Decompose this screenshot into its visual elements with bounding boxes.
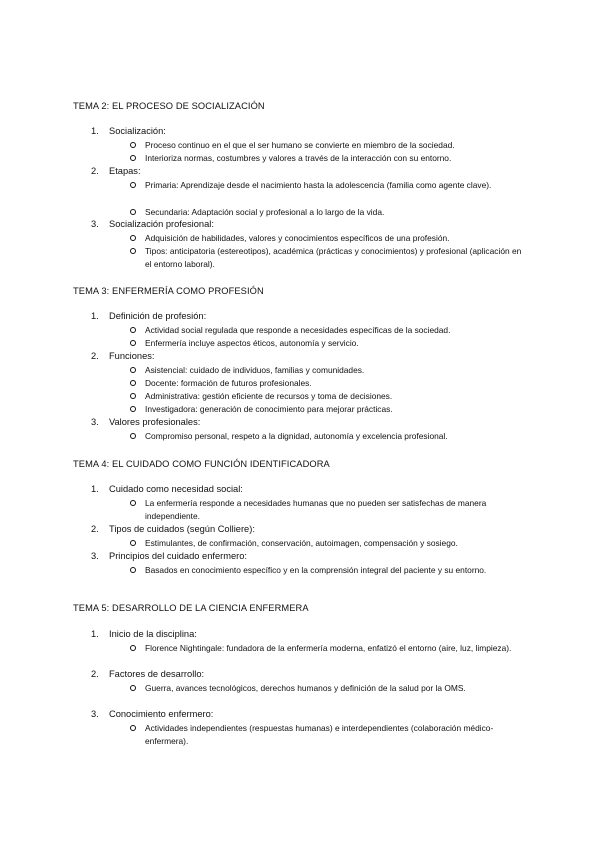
bullet-text: Basados en conocimiento específico y en la comprensión integral del paciente y su entorno. — [145, 565, 487, 575]
bullet-text: Florence Nightingale: fundadora de la enfermería moderna, enfatizó el entorno (aire, luz, limpieza). — [145, 643, 512, 653]
item-title: Valores profesionales: — [109, 417, 201, 427]
bullet-circle-icon — [130, 685, 136, 691]
bullet-circle-icon — [130, 182, 136, 188]
bullet-text: Secundaria: Adaptación social y profesional a lo largo de la vida. — [145, 207, 385, 217]
bullet-circle-icon — [130, 725, 136, 731]
item-number: 3. — [91, 417, 99, 427]
bullet-circle-icon — [130, 327, 136, 333]
bullet-circle-icon — [130, 645, 136, 651]
item-number: 2. — [91, 166, 99, 176]
item-title: Etapas: — [109, 166, 141, 176]
bullet-text: Investigadora: generación de conocimiento para mejorar prácticas. — [145, 404, 393, 414]
item-number: 2. — [91, 524, 99, 534]
section-heading: TEMA 4: EL CUIDADO COMO FUNCIÓN IDENTIFICADORA — [73, 459, 330, 469]
item-title: Factores de desarrollo: — [109, 669, 205, 679]
bullet-circle-icon — [130, 340, 136, 346]
bullet-circle-icon — [130, 393, 136, 399]
bullet-circle-icon — [130, 567, 136, 573]
bullet-text: Enfermería incluye aspectos éticos, autonomía y servicio. — [145, 338, 359, 348]
bullet-text: Estimulantes, de confirmación, conservación, autoimagen, compensación y sosiego. — [145, 538, 458, 548]
bullet-text: Administrativa: gestión eficiente de recursos y toma de decisiones. — [145, 391, 393, 401]
section-heading: TEMA 2: EL PROCESO DE SOCIALIZACIÓN — [73, 101, 265, 111]
bullet-circle-icon — [130, 406, 136, 412]
item-number: 1. — [91, 484, 99, 494]
bullet-text: Compromiso personal, respeto a la dignidad, autonomía y excelencia profesional. — [145, 431, 448, 441]
item-number: 2. — [91, 669, 99, 679]
item-title: Socialización: — [109, 126, 166, 136]
item-title: Cuidado como necesidad social: — [109, 484, 243, 494]
item-number: 1. — [91, 311, 99, 321]
bullet-text: Adquisición de habilidades, valores y conocimientos específicos de una profesión. — [145, 233, 450, 243]
section-heading: TEMA 3: ENFERMERÍA COMO PROFESIÓN — [73, 286, 264, 296]
item-title: Principios del cuidado enfermero: — [109, 551, 247, 561]
item-number: 1. — [91, 126, 99, 136]
bullet-text: Proceso continuo en el que el ser humano se convierte en miembro de la sociedad. — [145, 140, 455, 150]
item-number: 3. — [91, 219, 99, 229]
item-title: Socialización profesional: — [109, 219, 214, 229]
item-title: Definición de profesión: — [109, 311, 207, 321]
bullet-circle-icon — [130, 209, 136, 215]
bullet-text: Actividad social regulada que responde a necesidades específicas de la sociedad. — [145, 325, 451, 335]
bullet-text: Interioriza normas, costumbres y valores a través de la interacción con su entorno. — [145, 153, 452, 163]
section-heading: TEMA 5: DESARROLLO DE LA CIENCIA ENFERMERA — [73, 603, 309, 613]
item-number: 3. — [91, 709, 99, 719]
bullet-circle-icon — [130, 540, 136, 546]
bullet-circle-icon — [130, 155, 136, 161]
item-number: 3. — [91, 551, 99, 561]
bullet-text: Guerra, avances tecnológicos, derechos humanos y definición de la salud por la OMS. — [145, 683, 466, 693]
bullet-circle-icon — [130, 142, 136, 148]
item-title: Conocimiento enfermero: — [109, 709, 214, 719]
bullet-circle-icon — [130, 248, 136, 254]
bullet-text: Actividades independientes (respuestas humanas) e interdependientes (colaboración médico-enfermera). — [145, 723, 494, 747]
item-title: Inicio de la disciplina: — [109, 629, 197, 639]
bullet-circle-icon — [130, 235, 136, 241]
bullet-text: Asistencial: cuidado de individuos, familias y comunidades. — [145, 365, 365, 375]
bullet-text: La enfermería responde a necesidades humanas que no pueden ser satisfechas de manera independiente. — [145, 498, 487, 522]
bullet-circle-icon — [130, 380, 136, 386]
bullet-circle-icon — [130, 500, 136, 506]
item-title: Tipos de cuidados (según Colliere): — [109, 524, 255, 534]
item-title: Funciones: — [109, 351, 155, 361]
item-number: 1. — [91, 629, 99, 639]
item-number: 2. — [91, 351, 99, 361]
bullet-text: Primaria: Aprendizaje desde el nacimiento hasta la adolescencia (familia como agente clave). — [145, 180, 492, 190]
bullet-circle-icon — [130, 433, 136, 439]
bullet-text: Tipos: anticipatoria (estereotipos), académica (prácticas y conocimientos) y profesional (aplicación en el entorno laboral). — [145, 246, 522, 270]
bullet-text: Docente: formación de futuros profesionales. — [145, 378, 312, 388]
bullet-circle-icon — [130, 367, 136, 373]
